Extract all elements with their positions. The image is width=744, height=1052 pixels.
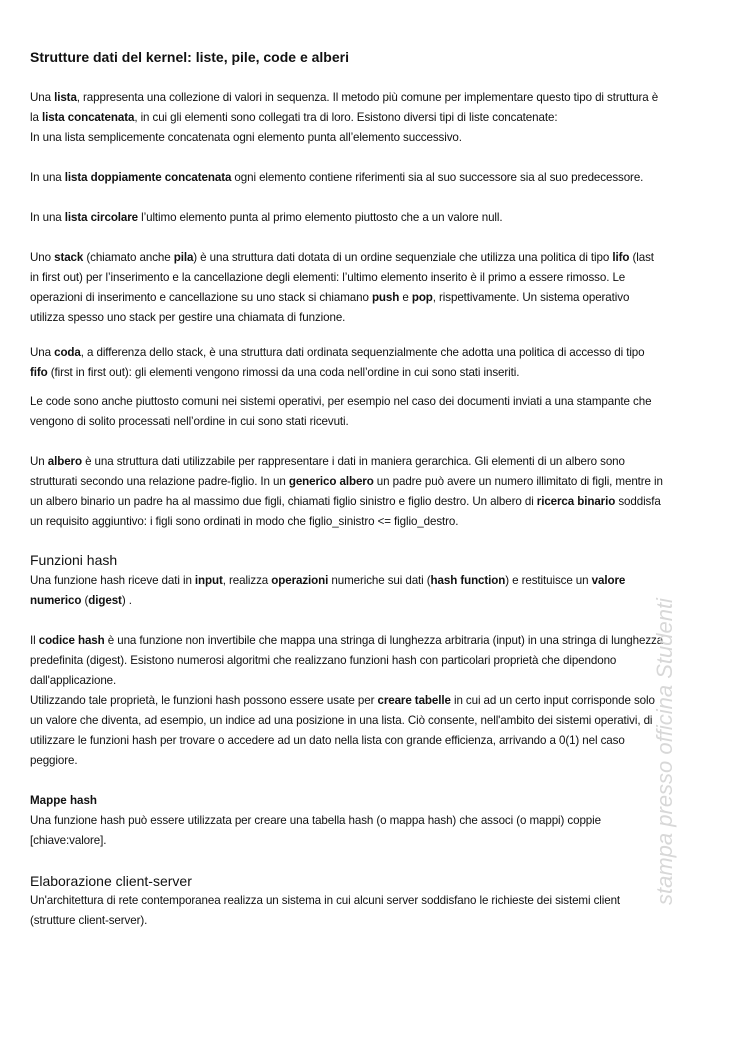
text-segment: Le code sono anche piuttosto comuni nei sistemi operativi, per esempio nel caso dei documenti inviati a una stampante che bbox=[30, 395, 652, 408]
paragraph-mappe-hash bbox=[30, 811, 720, 851]
text-segment: , a differenza dello stack, è una struttura dati ordinata sequenzialmente che adotta una politica di accesso di tipo bbox=[80, 346, 645, 359]
text-segment: in first out) per l’inserimento e la cancellazione degli elementi: l’ultimo elemento inserito è il primo a essere rimosso. Le bbox=[30, 271, 626, 284]
text-line bbox=[30, 591, 720, 611]
text-segment: [chiave:valore]. bbox=[30, 834, 107, 847]
text-segment: la bbox=[30, 111, 42, 124]
text-line bbox=[30, 831, 720, 851]
text-line bbox=[30, 363, 720, 383]
text-segment: in cui ad un certo input corrisponde solo bbox=[450, 694, 655, 707]
text-line bbox=[30, 651, 720, 671]
text-segment: ) è una struttura dati dotata di un ordine sequenziale che utilizza una politica di tipo bbox=[193, 251, 613, 264]
text-line bbox=[30, 452, 720, 472]
text-segment: un albero binario un padre ha al massimo due figli, chiamati figlio sinistro e figlio destro. Un albero di bbox=[30, 495, 537, 508]
heading-client-server: Elaborazione client-server bbox=[30, 873, 192, 889]
text-segment: (last bbox=[629, 251, 654, 264]
bold-term: valore bbox=[591, 574, 626, 587]
bold-term: creare tabelle bbox=[377, 694, 451, 707]
text-segment: peggiore. bbox=[30, 754, 78, 767]
text-segment: , rappresenta una collezione di valori in sequenza. Il metodo più comune per implementare questo tipo di struttura è bbox=[76, 91, 659, 104]
text-line bbox=[30, 512, 720, 532]
text-segment: utilizzare le funzioni hash per trovare o accedere ad un dato nella lista con grande efficienza, arrivando a 0(1) nel caso bbox=[30, 734, 625, 747]
paragraph-albero bbox=[30, 452, 720, 532]
text-segment: l’ultimo elemento punta al primo elemento piuttosto che a un valore null. bbox=[138, 211, 503, 224]
text-segment: numeriche sui dati ( bbox=[328, 574, 431, 587]
bold-term: pila bbox=[173, 251, 194, 264]
text-line bbox=[30, 128, 720, 148]
heading-funzioni-hash: Funzioni hash bbox=[30, 552, 118, 568]
text-line bbox=[30, 751, 720, 771]
text-line bbox=[30, 711, 720, 731]
text-segment: ) e restituisce un bbox=[505, 574, 592, 587]
paragraph-lista bbox=[30, 88, 720, 148]
text-segment: , rispettivamente. Un sistema operativo bbox=[432, 291, 630, 304]
text-line bbox=[30, 731, 720, 751]
bold-term: generico albero bbox=[288, 475, 374, 488]
bold-term: stack bbox=[54, 251, 84, 264]
bold-term: ricerca binario bbox=[536, 495, 616, 508]
text-segment: strutturati secondo una relazione padre-figlio. In un bbox=[30, 475, 289, 488]
paragraph-codice-hash bbox=[30, 631, 720, 771]
text-line bbox=[30, 308, 720, 328]
text-line bbox=[30, 571, 720, 591]
bold-term: lista bbox=[54, 91, 77, 104]
text-segment: In una bbox=[30, 211, 65, 224]
text-line bbox=[30, 472, 720, 492]
text-line bbox=[30, 288, 720, 308]
paragraph-funzione-hash bbox=[30, 571, 720, 611]
paragraph-coda bbox=[30, 343, 720, 383]
text-segment: Una bbox=[30, 346, 55, 359]
text-segment: predefinita (digest). Esistono numerosi algoritmi che realizzano funzioni hash con particolari proprietà che dipendono bbox=[30, 654, 617, 667]
text-segment: ( bbox=[81, 594, 89, 607]
text-segment: vengono di solito processati nell’ordine in cui sono stati ricevuti. bbox=[30, 415, 349, 428]
text-segment: è una struttura dati utilizzabile per rappresentare i dati in maniera gerarchica. Gli elementi di un albero sono bbox=[81, 455, 625, 468]
bold-term: codice hash bbox=[38, 634, 105, 647]
bold-term: coda bbox=[54, 346, 81, 359]
text-segment: ogni elemento contiene riferimenti sia al suo successore sia al suo predecessore. bbox=[231, 171, 644, 184]
text-segment: Uno bbox=[30, 251, 55, 264]
text-segment: Una bbox=[30, 91, 55, 104]
bold-term: numerico bbox=[30, 594, 82, 607]
text-line bbox=[30, 631, 720, 651]
bold-term: fifo bbox=[30, 366, 48, 379]
text-segment: Una funzione hash può essere utilizzata per creare una tabella hash (o mappa hash) che associ (o mappi) coppie bbox=[30, 814, 601, 827]
text-segment: , realizza bbox=[222, 574, 272, 587]
text-segment: un valore che diventa, ad esempio, un indice ad una posizione in una lista. Ciò consente, nell'ambito dei sistemi operativi, di bbox=[30, 714, 653, 727]
text-line bbox=[30, 891, 720, 911]
text-segment: Una funzione hash riceve dati in bbox=[30, 574, 195, 587]
paragraph-code-os bbox=[30, 392, 720, 432]
text-segment: un padre può avere un numero illimitato di figli, mentre in bbox=[373, 475, 663, 488]
text-segment: (chiamato anche bbox=[83, 251, 174, 264]
bold-term: hash function bbox=[430, 574, 506, 587]
text-line bbox=[30, 412, 720, 432]
bold-term: lista doppiamente concatenata bbox=[64, 171, 232, 184]
bold-term: digest bbox=[88, 594, 122, 607]
text-segment: , in cui gli elementi sono collegati tra di loro. Esistono diversi tipi di liste concatenate: bbox=[134, 111, 558, 124]
bold-term: pop bbox=[411, 291, 433, 304]
heading-mappe-hash: Mappe hash bbox=[30, 794, 97, 807]
text-segment: Un'architettura di rete contemporanea realizza un sistema in cui alcuni server soddisfano le richieste dei sistemi client bbox=[30, 894, 621, 907]
text-segment: In una lista semplicemente concatenata ogni elemento punta all’elemento successivo. bbox=[30, 131, 462, 144]
bold-term: lifo bbox=[612, 251, 630, 264]
text-segment: Il bbox=[30, 634, 39, 647]
page-title: Strutture dati del kernel: liste, pile, code e alberi bbox=[30, 49, 349, 65]
text-segment: Un bbox=[30, 455, 48, 468]
text-segment: soddisfa bbox=[615, 495, 661, 508]
text-line bbox=[30, 671, 720, 691]
bold-term: lista circolare bbox=[64, 211, 139, 224]
text-line bbox=[30, 492, 720, 512]
text-line bbox=[30, 268, 720, 288]
bold-term: lista concatenata bbox=[41, 111, 135, 124]
text-line bbox=[30, 88, 720, 108]
paragraph-lista-circolare bbox=[30, 208, 720, 228]
text-segment: Utilizzando tale proprietà, le funzioni hash possono essere usate per bbox=[30, 694, 378, 707]
text-line bbox=[30, 911, 720, 931]
text-segment: (first in first out): gli elementi vengono rimossi da una coda nell’ordine in cui sono stati inseriti. bbox=[47, 366, 520, 379]
text-segment: e bbox=[399, 291, 412, 304]
text-segment: operazioni di inserimento e cancellazione su uno stack si chiamano bbox=[30, 291, 372, 304]
paragraph-stack bbox=[30, 248, 720, 328]
paragraph-lista-doppia bbox=[30, 168, 720, 188]
text-segment: (strutture client-server). bbox=[30, 914, 148, 927]
text-line bbox=[30, 691, 720, 711]
text-segment: utilizza spesso uno stack per gestire una chiamata di funzione. bbox=[30, 311, 346, 324]
watermark: stampa presso officina Studenti bbox=[652, 598, 677, 905]
text-segment: è una funzione non invertibile che mappa una stringa di lunghezza arbitraria (input) in una stringa di lunghezza bbox=[104, 634, 664, 647]
bold-term: push bbox=[371, 291, 400, 304]
paragraph-client-server bbox=[30, 891, 720, 931]
text-segment: dall'applicazione. bbox=[30, 674, 117, 687]
text-segment: ) . bbox=[121, 594, 132, 607]
text-line bbox=[30, 108, 720, 128]
text-line bbox=[30, 392, 720, 412]
text-line bbox=[30, 248, 720, 268]
text-line bbox=[30, 811, 720, 831]
bold-term: operazioni bbox=[271, 574, 329, 587]
text-segment: un requisito aggiuntivo: i figli sono ordinati in modo che figlio_sinistro <= figlio_destro. bbox=[30, 515, 459, 528]
text-line bbox=[30, 208, 720, 228]
bold-term: input bbox=[194, 574, 223, 587]
bold-term: albero bbox=[47, 455, 82, 468]
text-segment: In una bbox=[30, 171, 65, 184]
text-line bbox=[30, 168, 720, 188]
text-line bbox=[30, 343, 720, 363]
